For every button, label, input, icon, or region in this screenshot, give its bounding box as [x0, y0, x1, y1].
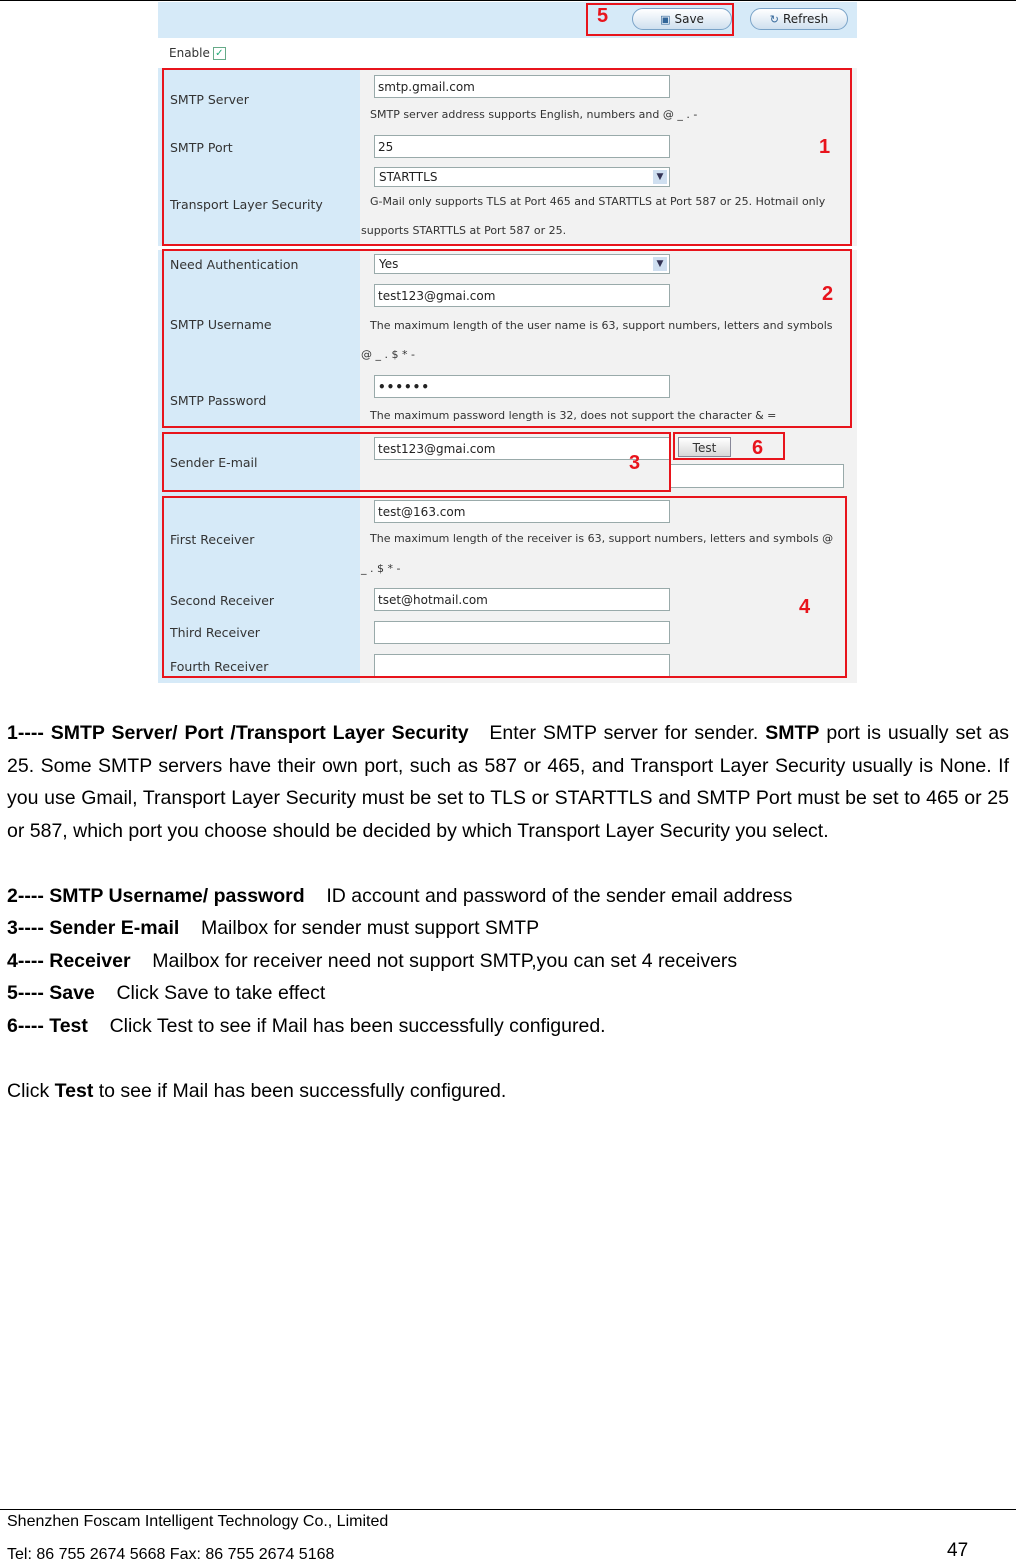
password-input[interactable]: ••••••: [374, 375, 670, 398]
item-1-text-a: Enter SMTP server for sender.: [489, 722, 759, 744]
smtp-server-input[interactable]: smtp.gmail.com: [374, 75, 670, 98]
callout-number-6: 6: [752, 437, 764, 459]
save-icon: ▣: [660, 12, 671, 26]
first-receiver-hint-1: The maximum length of the receiver is 63, support numbers, letters and symbols @: [370, 532, 834, 545]
tls-hint-1: G-Mail only supports TLS at Port 465 and STARTTLS at Port 587 or 25. Hotmail only: [370, 195, 826, 208]
item-2: 2---- SMTP Username/ password ID account and password of the sender email address: [7, 885, 793, 907]
item-3: 3---- Sender E-mail Mailbox for sender must support SMTP: [7, 917, 540, 939]
third-receiver-label: Third Receiver: [158, 616, 360, 649]
enable-row: [158, 38, 857, 68]
need-auth-label: Need Authentication: [158, 250, 360, 278]
refresh-button[interactable]: ↻ Refresh: [750, 8, 848, 30]
second-receiver-input[interactable]: tset@hotmail.com: [374, 588, 670, 611]
paragraph-1: [7, 717, 1009, 847]
callout-box-6: [673, 432, 785, 460]
callout-number-3: 3: [629, 452, 641, 474]
password-label: SMTP Password: [158, 370, 360, 430]
first-receiver-label: First Receiver: [158, 494, 360, 584]
footer-company: Shenzhen Foscam Intelligent Technology Co., Limited: [7, 1513, 389, 1530]
chevron-down-icon: ▼: [653, 170, 667, 184]
enable-label: Enable: [169, 46, 210, 60]
callout-box-2: [162, 249, 852, 428]
username-input[interactable]: test123@gmai.com: [374, 284, 670, 307]
callout-number-4: 4: [799, 596, 811, 618]
password-hint: The maximum password length is 32, does not support the character & =: [370, 409, 777, 422]
mail-settings-screenshot: [158, 2, 857, 683]
callout-number-1: 1: [819, 136, 831, 158]
callout-box-4: [162, 496, 847, 678]
item-1-text-b: port is usually set as 25. Some SMTP servers have their own port, such as 587 or 465, and Transport Layer Security usually is None. If you use Gmail, Transport Layer Security must be set to TLS or STARTTLS and SMTP Port must be set to 465 or 25 or 587, which port you choose should be decided by which Transport Layer Security you select.: [7, 722, 1009, 842]
closing-sentence: Click Test to see if Mail has been successfully configured.: [7, 1080, 507, 1102]
sender-extra-input[interactable]: [670, 464, 844, 488]
smtp-port-label: SMTP Port: [158, 131, 360, 163]
page-number: 47: [947, 1540, 969, 1561]
callout-box-3: [162, 432, 671, 492]
save-button[interactable]: ▣ Save: [632, 8, 732, 30]
smtp-server-hint: SMTP server address supports English, numbers and @ _ . -: [370, 108, 698, 121]
tls-label: Transport Layer Security: [158, 163, 360, 246]
username-hint-1: The maximum length of the user name is 63, support numbers, letters and symbols: [370, 319, 833, 332]
smtp-port-input[interactable]: 25: [374, 135, 670, 158]
item-4: 4---- Receiver Mailbox for receiver need not support SMTP,you can set 4 receivers: [7, 950, 738, 972]
first-receiver-hint-2: _ . $ * -: [361, 562, 401, 575]
chevron-down-icon: ▼: [653, 257, 667, 271]
username-hint-2: @ _ . $ * -: [361, 348, 415, 361]
toolbar: [158, 2, 857, 38]
second-receiver-label: Second Receiver: [158, 584, 360, 616]
callout-box-5: [586, 3, 734, 36]
tls-hint-2: supports STARTTLS at Port 587 or 25.: [361, 224, 567, 237]
top-rule: [0, 0, 1016, 1]
sender-label: Sender E-mail: [158, 430, 360, 494]
callout-number-5: 5: [597, 5, 609, 27]
test-button[interactable]: Test: [678, 437, 731, 457]
sender-input[interactable]: test123@gmai.com: [374, 437, 670, 460]
footer-rule: [0, 1509, 1016, 1510]
tls-select[interactable]: STARTTLS ▼: [374, 167, 670, 187]
first-receiver-input[interactable]: test@163.com: [374, 500, 670, 523]
item-6: 6---- Test Click Test to see if Mail has been successfully configured.: [7, 1015, 606, 1037]
enable-checkbox[interactable]: ✓: [213, 47, 226, 60]
item-5: 5---- Save Click Save to take effect: [7, 982, 326, 1004]
item-1-heading: 1---- SMTP Server/ Port /Transport Layer Security: [7, 722, 469, 744]
username-label: SMTP Username: [158, 278, 360, 370]
item-1-bold: SMTP: [765, 722, 820, 744]
callout-box-1: [162, 68, 852, 246]
footer-contact: Tel: 86 755 2674 5668 Fax: 86 755 2674 5168: [7, 1546, 335, 1563]
refresh-icon: ↻: [769, 12, 779, 26]
need-auth-select[interactable]: Yes ▼: [374, 254, 670, 274]
callout-number-2: 2: [822, 283, 834, 305]
smtp-server-label: SMTP Server: [158, 68, 360, 131]
fourth-receiver-label: Fourth Receiver: [158, 649, 360, 683]
